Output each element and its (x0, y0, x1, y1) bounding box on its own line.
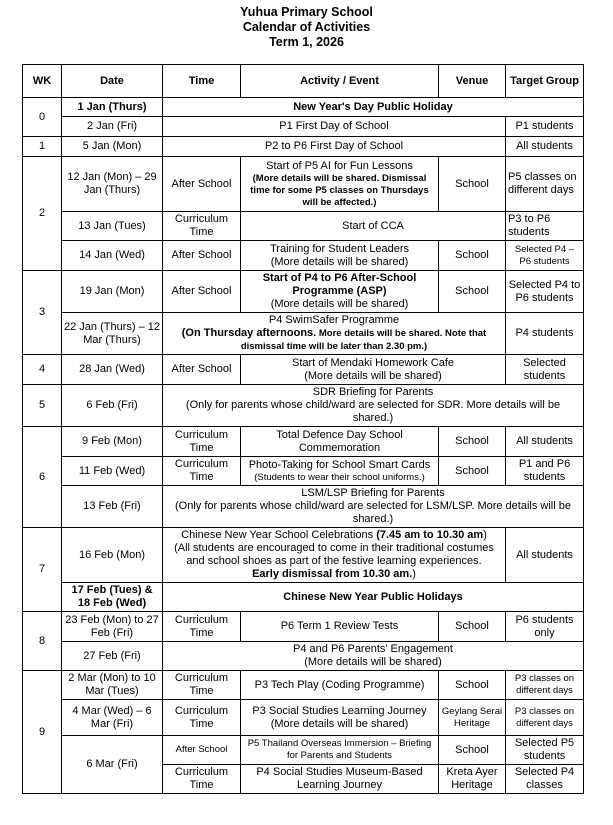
venue-cell: School (439, 271, 506, 313)
table-row (23, 212, 584, 241)
time-cell: Curriculum Time (163, 212, 241, 241)
activity-time: (7.45 am to 10.30 am (376, 529, 484, 541)
document-header (0, 0, 613, 59)
table-row (23, 427, 584, 457)
date-cell: 17 Feb (Tues) & 18 Feb (Wed) (62, 583, 163, 612)
venue-cell: Kreta Ayer Heritage (439, 765, 506, 794)
table-row (23, 528, 584, 583)
activity-dismissal (165, 568, 503, 581)
target-cell: Selected P4 – P6 students (506, 241, 584, 271)
activity-cell (163, 642, 584, 671)
week-cell: 6 (23, 427, 62, 528)
week-cell: 8 (23, 612, 62, 671)
week-cell: 0 (23, 98, 62, 137)
target-cell: P6 students only (506, 612, 584, 642)
date-cell: 22 Jan (Thurs) – 12 Mar (Thurs) (62, 313, 163, 355)
time-cell: Curriculum Time (163, 457, 241, 486)
activity-title: Start of P5 AI for Fun Lessons (266, 159, 413, 172)
time-cell: After School (163, 241, 241, 271)
target-cell: P3 to P6 students (506, 212, 584, 241)
activity-note: (Students to wear their school uniforms.) (254, 471, 425, 483)
date-cell: 27 Feb (Fri) (62, 642, 163, 671)
date-cell: 2 Mar (Mon) to 10 Mar (Tues) (62, 671, 163, 700)
activity-note: (More details will be shared. Dismissal time for some P5 classes on Thursdays will be affected.) (250, 172, 429, 208)
date-cell: 4 Mar (Wed) – 6 Mar (Fri) (62, 700, 163, 736)
col-header-wk: WK (23, 65, 62, 98)
header-row (23, 65, 584, 98)
activity-cell: P6 Term 1 Review Tests (241, 612, 439, 642)
document-title: Calendar of Activities (242, 20, 371, 34)
activity-title: Start of Mendaki Homework Cafe (291, 356, 454, 369)
activity-cell: Total Defence Day School Commemoration (241, 427, 439, 457)
activity-title: P4 and P6 Parents' Engagement (293, 643, 453, 655)
target-cell: All students (506, 137, 584, 157)
activity-title-text: Chinese New Year School Celebrations (181, 529, 377, 541)
activity-cell: P3 Tech Play (Coding Programme) (241, 671, 439, 700)
week-cell: 7 (23, 528, 62, 612)
activity-cell (241, 241, 439, 271)
activity-note-lead: (On Thursday afternoons. (181, 327, 317, 339)
activity-note: (More details will be shared) (270, 255, 409, 268)
activity-title: LSM/LSP Briefing for Parents (301, 487, 445, 499)
activity-cell (241, 271, 439, 313)
term-label: Term 1, 2026 (269, 35, 344, 49)
target-cell: P5 classes on different days (506, 157, 584, 212)
table-row (23, 137, 584, 157)
venue-cell: School (439, 427, 506, 457)
table-row (23, 271, 584, 313)
date-cell: 13 Feb (Fri) (62, 486, 163, 528)
date-cell: 23 Feb (Mon) to 27 Feb (Fri) (62, 612, 163, 642)
week-cell: 5 (23, 385, 62, 427)
table-row (23, 98, 584, 117)
activity-cell: P2 to P6 First Day of School (163, 137, 506, 157)
date-cell: 16 Feb (Mon) (62, 528, 163, 583)
time-cell: Curriculum Time (163, 427, 241, 457)
activity-title: SDR Briefing for Parents (312, 386, 434, 398)
activity-cell (241, 457, 439, 486)
table-row (23, 700, 584, 736)
activity-cell (241, 157, 439, 212)
activity-note (165, 327, 503, 353)
activity-cell (163, 486, 584, 528)
col-header-activity: Activity / Event (241, 65, 439, 98)
table-row (23, 736, 584, 765)
col-header-date: Date (62, 65, 163, 98)
week-cell: 4 (23, 355, 62, 385)
table-row (23, 583, 584, 612)
date-cell: 28 Jan (Wed) (62, 355, 163, 385)
date-cell: 19 Jan (Mon) (62, 271, 163, 313)
time-cell: After School (163, 271, 241, 313)
date-cell: 12 Jan (Mon) – 29 Jan (Thurs) (62, 157, 163, 212)
activity-title: P3 Social Studies Learning Journey (252, 704, 427, 717)
table-row (23, 612, 584, 642)
col-header-venue: Venue (439, 65, 506, 98)
activity-cell (163, 313, 506, 355)
activity-cell: P5 Thailand Overseas Immersion – Briefing for Parents and Students (241, 736, 439, 765)
col-header-target: Target Group (506, 65, 584, 98)
activity-cell: Start of CCA (241, 212, 506, 241)
time-cell: Curriculum Time (163, 612, 241, 642)
activity-note: (More details will be shared) (270, 717, 409, 730)
table-row (23, 642, 584, 671)
week-cell: 1 (23, 137, 62, 157)
target-cell: All students (506, 427, 584, 457)
activity-cell: Chinese New Year Public Holidays (163, 583, 584, 612)
target-cell: P3 classes on different days (506, 700, 584, 736)
time-cell: Curriculum Time (163, 700, 241, 736)
week-cell: 9 (23, 671, 62, 794)
activity-title (165, 529, 503, 542)
date-cell: 6 Feb (Fri) (62, 385, 163, 427)
col-header-time: Time (163, 65, 241, 98)
activity-cell (163, 385, 584, 427)
time-cell: After School (163, 157, 241, 212)
table-row (23, 117, 584, 137)
venue-cell: Geylang Serai Heritage (439, 700, 506, 736)
table-row (23, 385, 584, 427)
table-row (23, 241, 584, 271)
venue-cell: School (439, 736, 506, 765)
table-row (23, 486, 584, 528)
date-cell: 2 Jan (Fri) (62, 117, 163, 137)
target-cell: All students (506, 528, 584, 583)
venue-cell: School (439, 157, 506, 212)
activity-note: (More details will be shared) (304, 369, 442, 382)
activity-cell: P4 Social Studies Museum-Based Learning Journey (241, 765, 439, 794)
activity-title: Training for Student Leaders (269, 242, 409, 255)
activity-dismissal-text: Early dismissal from 10.30 am. (252, 568, 413, 580)
activity-note: (Only for parents whose child/ward are selected for SDR. More details will be shared.) (185, 399, 561, 424)
date-cell: 6 Mar (Fri) (62, 736, 163, 794)
calendar-table (22, 64, 584, 794)
activity-time-close: ) (483, 529, 487, 541)
venue-cell: School (439, 241, 506, 271)
activity-title: Start of P4 to P6 After-School Programme (ASP) (262, 272, 417, 297)
activity-cell (241, 700, 439, 736)
table-row (23, 313, 584, 355)
time-cell: After School (163, 355, 241, 385)
target-cell: P1 and P6 students (506, 457, 584, 486)
target-cell: P4 students (506, 313, 584, 355)
activity-cell (163, 528, 506, 583)
date-cell: 11 Feb (Wed) (62, 457, 163, 486)
school-name: Yuhua Primary School (240, 5, 373, 19)
activity-note: (More details will be shared) (270, 298, 409, 310)
table-row (23, 671, 584, 700)
activity-cell: New Year's Day Public Holiday (163, 98, 584, 117)
table-row (23, 157, 584, 212)
time-cell: Curriculum Time (163, 671, 241, 700)
target-cell: Selected P4 to P6 students (506, 271, 584, 313)
target-cell: P1 students (506, 117, 584, 137)
activity-dismissal-close: ) (412, 568, 416, 580)
date-cell: 13 Jan (Tues) (62, 212, 163, 241)
week-cell: 2 (23, 157, 62, 271)
date-cell: 5 Jan (Mon) (62, 137, 163, 157)
date-cell: 9 Feb (Mon) (62, 427, 163, 457)
activity-note: (All students are encouraged to come in their traditional costumes and school shoes as part of the festive learning experiences. (174, 542, 494, 567)
activity-note-rest: More details will be shared. Note that dismissal time will be later than 2.30 pm.) (240, 328, 487, 352)
date-cell: 14 Jan (Wed) (62, 241, 163, 271)
time-cell: After School (163, 736, 241, 765)
target-cell: P3 classes on different days (506, 671, 584, 700)
activity-title: Photo-Taking for School Smart Cards (248, 458, 431, 471)
activity-cell (241, 355, 506, 385)
target-cell: Selected P5 students (506, 736, 584, 765)
activity-title: P4 SwimSafer Programme (268, 314, 400, 326)
activity-note: (More details will be shared) (304, 656, 442, 668)
activity-cell: P1 First Day of School (163, 117, 506, 137)
table-row (23, 355, 584, 385)
week-cell: 3 (23, 271, 62, 355)
time-cell: Curriculum Time (163, 765, 241, 794)
activity-note: (Only for parents whose child/ward are selected for LSM/LSP. More details will be shared.) (175, 500, 571, 525)
table-row (23, 457, 584, 486)
date-cell: 1 Jan (Thurs) (62, 98, 163, 117)
venue-cell: School (439, 457, 506, 486)
venue-cell: School (439, 671, 506, 700)
target-cell: Selected P4 classes (506, 765, 584, 794)
target-cell: Selected students (506, 355, 584, 385)
venue-cell: School (439, 612, 506, 642)
